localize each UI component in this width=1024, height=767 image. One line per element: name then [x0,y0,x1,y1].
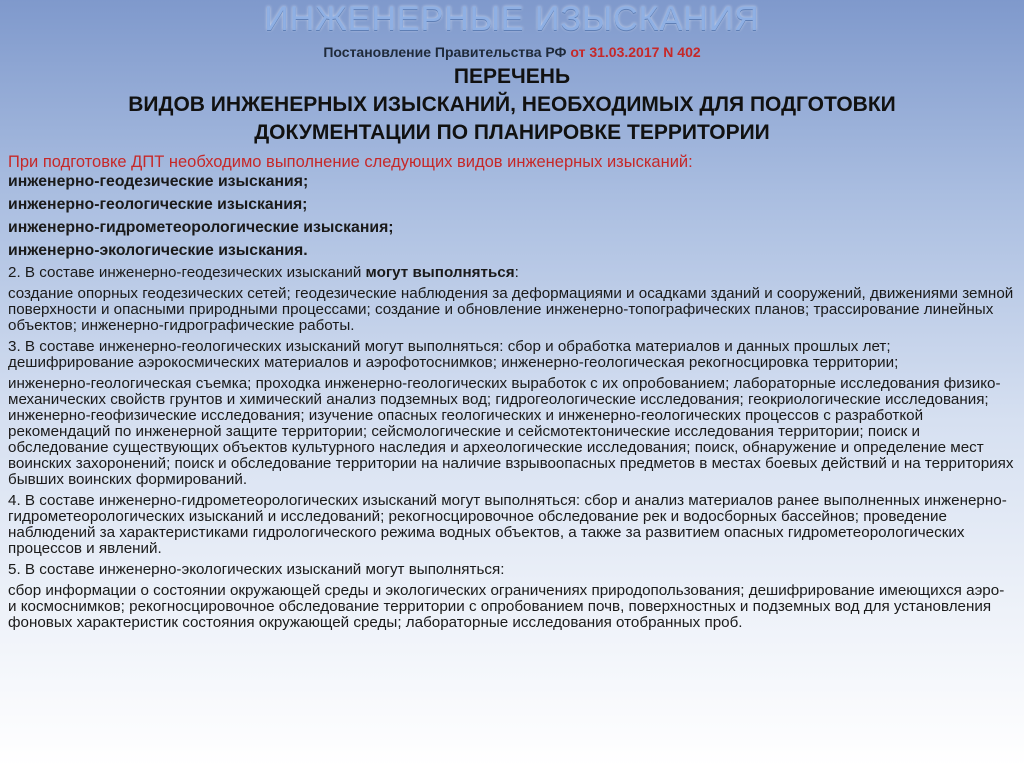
section-3-text-2: инженерно-геологическая съемка; проходка инженерно-геологических выработок с их опробованием; лабораторные исследования физико-механических свойств грунтов и химический анализ подземных вод; гидрогеологические исследования; геокриологические исследования; инженерно-геофизические исследования; изучение опасных геологических и инженерно-геологических процессов с разработкой рекомендаций по инженерной защите территории; сейсмологические и сейсмотектонические исследования территории; поиск и обследование существующих объектов культурного наследия и археологические исследования; поиск, обнаружение и определение мест воинских захоронений; поиск и обследование территории на наличие взрывоопасных предметов в местах боевых действий и на территориях бывших воинских формирований. [8,375,1014,488]
survey-type-geological: инженерно-геологические изыскания; [8,196,308,213]
section-2-lead-text: 2. В составе инженерно-геодезических изысканий [8,264,366,281]
survey-type-geodetic: инженерно-геодезические изыскания; [8,173,309,190]
section-4-text: 4. В составе инженерно-гидрометеорологических изысканий могут выполняться: сбор и анализ материалов ранее выполненных инженерно-гидрометеорологических изысканий и исследований; рекогносцировочное обследование рек и водосборных бассейнов; проведение наблюдений за характеристиками гидрологического режима водных объектов, а также за развитием опасных гидрометеорологических процессов и явлений. [8,492,1007,557]
list-heading [0,63,1024,147]
section-2-emphasis: могут выполняться [365,264,515,281]
heading-line-3: ДОКУМЕНТАЦИИ ПО ПЛАНИРОВКЕ ТЕРРИТОРИИ [254,121,770,144]
survey-type-hydrometeorological: инженерно-гидрометеорологические изыскания; [8,219,394,236]
section-5-text: сбор информации о состоянии окружающей среды и экологических ограничениях природопользования; дешифрирование имеющихся аэро- и космоснимков; рекогносцировочное обследование территории с опробованием почв, поверхностных и подземных вод для установления фоновых характеристик состояния окружающей среды; лабораторные исследования отобранных проб. [8,582,1005,631]
survey-type-ecological: инженерно-экологические изыскания. [8,242,308,259]
decree-prefix: Постановление Правительства РФ [323,44,571,60]
decree-date-number: от 31.03.2017 N 402 [570,44,701,60]
section-2-colon: : [514,264,519,281]
section-2-text: создание опорных геодезических сетей; геодезические наблюдения за деформациями и осадками зданий и сооружений, движениями земной поверхности и опасными природными процессами; создание и обновление инженерно-топографических планов; трассирование линейных объектов; инженерно-гидрографические работы. [8,285,1014,334]
section-3-text-1: 3. В составе инженерно-геологических изысканий могут выполняться: сбор и обработка материалов и данных прошлых лет; дешифрирование аэрокосмических материалов и аэрофотоснимков; инженерно-геологическая рекогносцировка территории; [8,338,899,371]
page-title: ИНЖЕНЕРНЫЕ ИЗЫСКАНИЯ [264,0,760,38]
heading-line-2: ВИДОВ ИНЖЕНЕРНЫХ ИЗЫСКАНИЙ, НЕОБХОДИМЫХ ДЛЯ ПОДГОТОВКИ [128,93,896,116]
decree-reference [0,44,1024,60]
section-2-lead [8,265,1016,281]
section-5-lead: 5. В составе инженерно-экологических изысканий могут выполняться: [8,561,505,578]
intro-text: При подготовке ДПТ необходимо выполнение следующих видов инженерных изысканий: [8,153,693,171]
heading-line-1: ПЕРЕЧЕНЬ [453,65,571,88]
document-body [8,154,1016,636]
